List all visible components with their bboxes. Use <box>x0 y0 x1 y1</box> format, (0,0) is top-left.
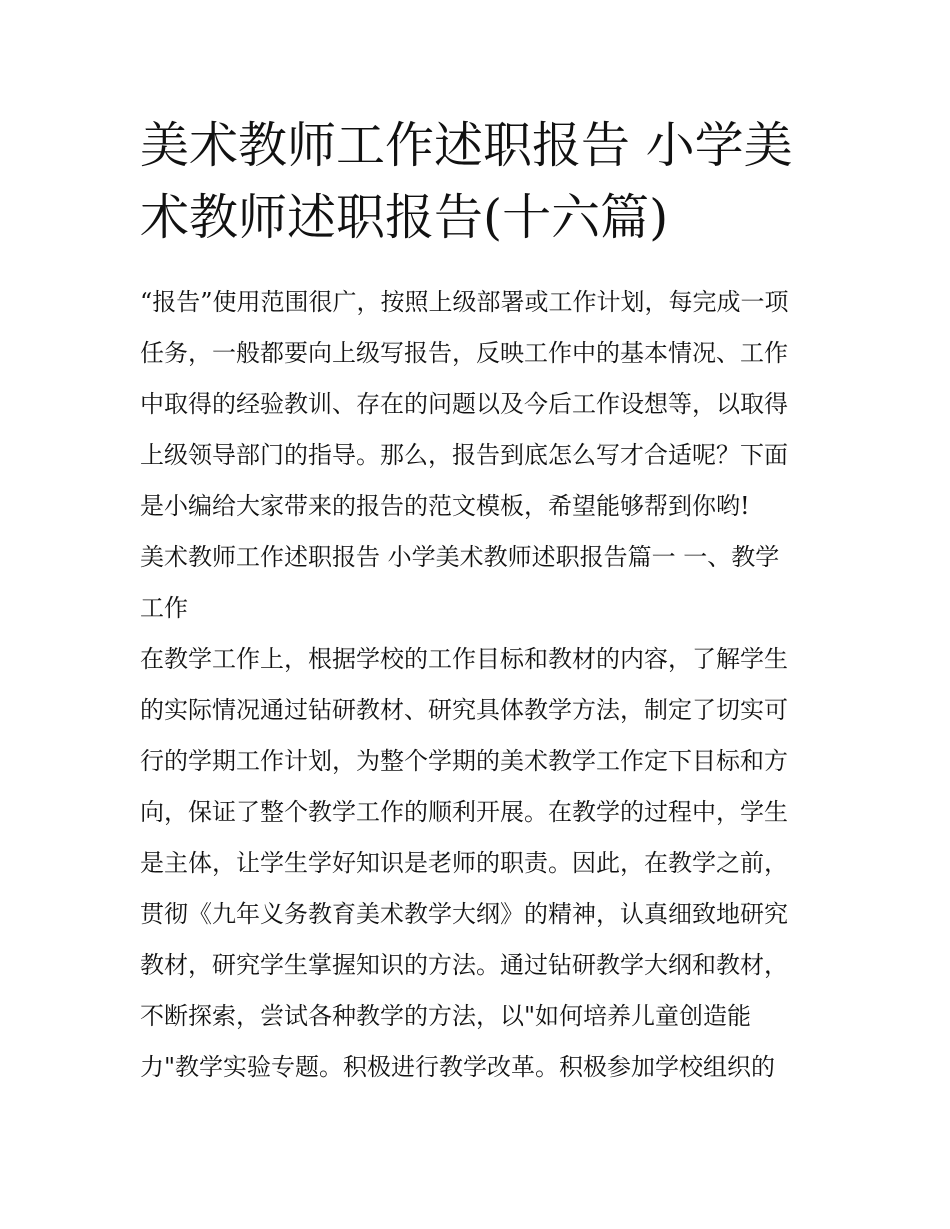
body-line: 是主体，让学生学好知识是老师的职责。因此，在教学之前， <box>140 849 788 877</box>
body-line: 力"教学实验专题。积极进行教学改革。积极参加学校组织的 <box>140 1053 776 1081</box>
body-line: 教材，研究学生掌握知识的方法。通过钻研教学大纲和教材， <box>140 951 788 979</box>
body-line: 在教学工作上，根据学校的工作目标和教材的内容，了解学生 <box>140 645 788 673</box>
body-line: 是小编给大家带来的报告的范文模板，希望能够帮到你哟! <box>140 492 750 520</box>
body-line: 的实际情况通过钻研教材、研究具体教学方法，制定了切实可 <box>140 696 788 724</box>
body-line: 上级领导部门的指导。那么，报告到底怎么写才合适呢？下面 <box>140 441 788 469</box>
title-line: 术教师述职报告(十六篇) <box>140 189 669 246</box>
document-title <box>140 110 830 254</box>
body-line: 向，保证了整个教学工作的顺利开展。在教学的过程中，学生 <box>140 798 788 826</box>
section-heading-line: 美术教师工作述职报告 小学美术教师述职报告篇一 一、教学 <box>140 543 780 571</box>
body-line: 贯彻《九年义务教育美术教学大纲》的精神，认真细致地研究 <box>140 900 788 928</box>
body-line: 中取得的经验教训、存在的问题以及今后工作设想等，以取得 <box>140 390 788 418</box>
body-line: 任务，一般都要向上级写报告，反映工作中的基本情况、工作 <box>140 339 788 367</box>
document-body <box>140 281 830 1097</box>
body-line: 不断探索，尝试各种教学的方法，以"如何培养儿童创造能 <box>140 1002 752 1030</box>
title-line: 美术教师工作述职报告 小学美 <box>140 117 793 174</box>
body-line: 行的学期工作计划，为整个学期的美术教学工作定下目标和方 <box>140 747 788 775</box>
body-line: “报告”使用范围很广，按照上级部署或工作计划，每完成一项 <box>140 288 789 316</box>
section-heading-line: 工作 <box>140 594 188 622</box>
